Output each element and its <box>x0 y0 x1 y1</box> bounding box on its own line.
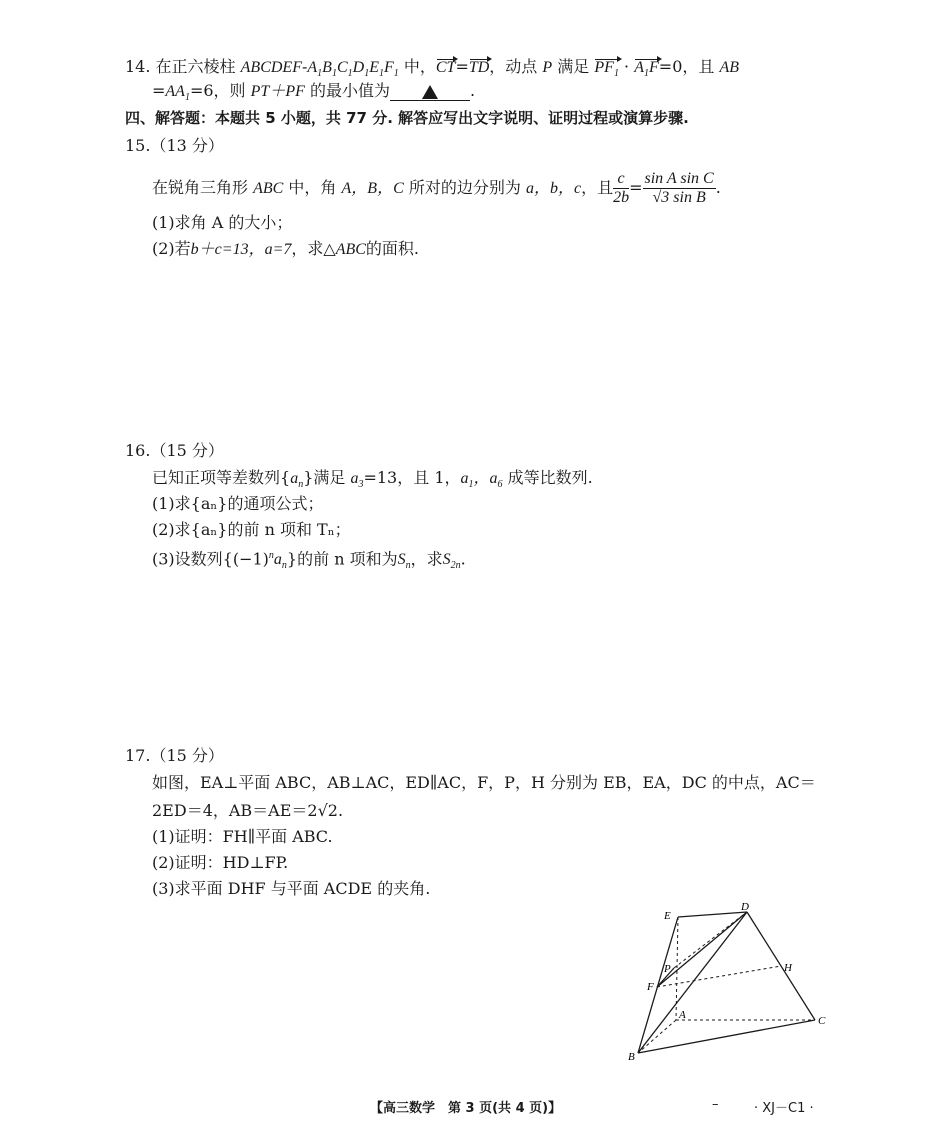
edge-bc <box>638 1020 815 1053</box>
q17-part-1: (1)证明：FH∥平面 ABC. <box>152 827 333 846</box>
q14-text: ，动点 <box>489 57 538 76</box>
q16-part-2: (2)求{aₙ}的前 n 项和 Tₙ； <box>152 520 351 539</box>
q16-number: 16.（15 分） <box>125 441 224 460</box>
label-e: E <box>664 910 671 922</box>
point-p: P <box>542 59 553 76</box>
dash: - <box>301 57 308 76</box>
q16-text: }满足 <box>303 468 346 487</box>
q16-text: 成等比数列. <box>507 468 593 487</box>
page-footer: 【高三数学 第 3 页(共 4 页)】 <box>370 1101 562 1116</box>
a-3-text: a <box>350 470 359 487</box>
q14-line-2 <box>152 80 475 109</box>
prism-name: ABCDEF <box>240 59 302 76</box>
q17-part-2: (2)证明：HD⊥FP. <box>152 853 289 872</box>
equals: = <box>629 178 643 197</box>
a-3: $a_3$ <box>350 470 364 491</box>
q16-text: =13，且 1， <box>363 468 461 487</box>
segment-aa1-text: AA <box>165 83 185 100</box>
q15-text: ，求△ <box>291 239 336 258</box>
label-c: C <box>818 1015 826 1027</box>
fraction-c-2b <box>613 170 629 207</box>
q14-text: 在正六棱柱 <box>155 57 236 76</box>
q16-part-1: (1)求{aₙ}的通项公式； <box>152 494 324 513</box>
prism-name-top: $A_1B_1C_1D_1E_1F_1$ <box>307 59 399 80</box>
q17-part-3: (3)求平面 DHF 与平面 ACDE 的夹角. <box>152 879 431 898</box>
q15-part-2 <box>152 238 419 261</box>
q17-number: 17.（15 分） <box>125 746 224 765</box>
vector-td: TD <box>469 57 489 79</box>
equals: = <box>152 81 166 100</box>
q16-stem <box>152 467 593 496</box>
period: . <box>469 81 476 100</box>
footer-mark: – <box>712 1097 719 1112</box>
frac-den: √3 sin B <box>652 189 706 206</box>
frac-num: sin A sin C <box>644 170 714 187</box>
q16-text: }的前 n 项和为 <box>286 549 398 569</box>
frac-num: c <box>613 170 629 189</box>
edge-db <box>638 912 747 1053</box>
q14-text: 中， <box>403 57 436 76</box>
triangle-abc: ABC <box>335 241 366 258</box>
q16-text: 已知正项等差数列{ <box>152 468 291 487</box>
expression: PT＋PF <box>250 83 305 100</box>
vector-ct: CT <box>436 57 456 79</box>
edge-fh <box>657 966 781 987</box>
angles: A，B，C <box>341 180 404 197</box>
q15-text: (2)若 <box>152 239 191 258</box>
paper-code: · XJ－C1 · <box>754 1101 814 1116</box>
q14-text: =6，则 <box>189 81 246 100</box>
q16-text: ，求 <box>410 549 443 569</box>
q14-text: 满足 <box>557 57 590 76</box>
q14-text: 的最小值为 <box>309 81 390 100</box>
label-p: P <box>664 963 671 975</box>
q16-part-3: (3)设数列$\{(-1)^na_n\}$的前 n 项和为$S_n$，求$S_{2n}$. <box>152 549 466 572</box>
label-d: D <box>741 901 749 913</box>
fraction-sin <box>643 170 716 207</box>
geometry-figure <box>620 900 840 1070</box>
a-n-text: a <box>290 470 299 487</box>
vector-pf1-text: PF <box>594 59 614 76</box>
label-b: B <box>628 1051 635 1063</box>
label-h: H <box>784 962 792 974</box>
q15-text: 中，角 <box>288 178 337 197</box>
frac-den: 2b <box>613 189 630 206</box>
edge-ea <box>676 917 678 1020</box>
q15-text: ，且 <box>581 178 614 197</box>
section-heading: 四、解答题：本题共 5 小题，共 77 分. 解答应写出文字说明、证明过程或演算步骤. <box>125 109 689 127</box>
a1-a6: $a_1$，$a_6$ <box>460 470 503 491</box>
q15-stem <box>152 168 721 209</box>
vector-pf1: $PF_1$ <box>594 57 619 85</box>
a-n: $a_n$ <box>290 470 304 491</box>
sides: a，b，c <box>525 180 582 197</box>
q15-part-1: (1)求角 A 的大小； <box>152 213 293 232</box>
edge-ed <box>678 912 747 917</box>
q16-text: (3)设数列{(−1) <box>152 549 269 569</box>
q15-text: 在锐角三角形 <box>152 178 249 197</box>
expression: b＋c=13，a=7 <box>190 241 292 258</box>
segment-ab: AB <box>719 59 740 76</box>
vector-a1f: $A_1F$ <box>634 57 659 85</box>
equals: = <box>455 57 469 76</box>
q17-line-1: 如图，EA⊥平面 ABC，AB⊥AC，ED∥AC，F，P，H 分别为 EB，EA，DC 的中点，AC＝ <box>152 773 816 792</box>
segment-aa1: $AA_1$ <box>165 83 190 104</box>
period: . <box>715 178 721 197</box>
q14-text: =0，且 <box>658 57 715 76</box>
q15-text: 所对的边分别为 <box>408 178 521 197</box>
answer-blank <box>390 82 470 101</box>
q15-text: 的面积. <box>365 239 419 258</box>
dot: · <box>624 57 630 76</box>
triangle-abc: ABC <box>253 180 284 197</box>
edge-ab <box>638 1020 676 1053</box>
label-a: A <box>679 1009 686 1021</box>
q15-number: 15.（13 分） <box>125 136 224 155</box>
edge-dc <box>747 912 815 1020</box>
q14-number: 14. <box>125 57 151 76</box>
vector-a1f-text: A <box>634 59 644 76</box>
q17-line-2: 2ED＝4，AB＝AE＝2√2. <box>152 801 344 820</box>
triangle-icon <box>422 85 438 99</box>
label-f: F <box>647 981 654 993</box>
edge-df <box>657 912 747 987</box>
